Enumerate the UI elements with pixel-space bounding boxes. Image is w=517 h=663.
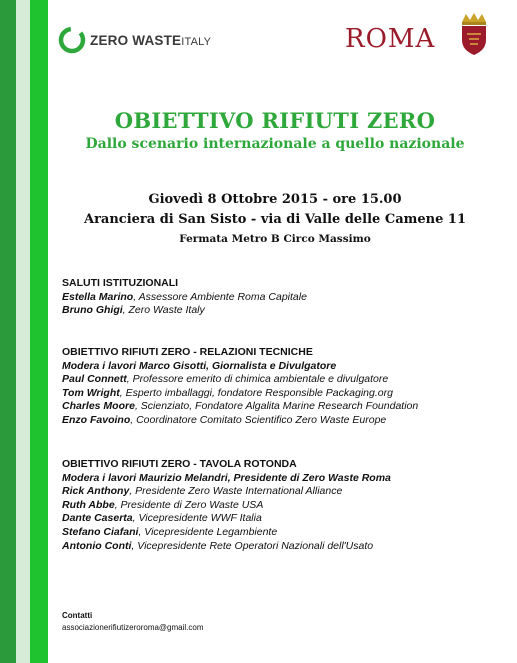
speaker-line: Tom Wright, Esperto imballaggi, fondatore Responsible Packaging.org xyxy=(62,386,393,399)
section-title: SALUTI ISTITUZIONALI xyxy=(62,277,179,289)
speaker-line: Stefano Ciafani, Vicepresidente Legambiente xyxy=(62,525,278,538)
section-title: OBIETTIVO RIFIUTI ZERO - RELAZIONI TECNICHE xyxy=(62,346,313,358)
left-stripe-light xyxy=(16,0,30,663)
page-title: OBIETTIVO RIFIUTI ZERO xyxy=(114,108,436,133)
section-tavola-rotonda xyxy=(62,458,502,553)
left-stripe-green xyxy=(30,0,48,663)
page-subtitle: Dallo scenario internazionale a quello nazionale xyxy=(85,136,465,152)
speaker-line: Rick Anthony, Presidente Zero Waste International Alliance xyxy=(62,485,343,498)
event-date-time: Giovedì 8 Ottobre 2015 - ore 15.00 xyxy=(148,192,402,207)
speaker-line: Charles Moore, Scienziato, Fondatore Algalita Marine Research Foundation xyxy=(62,400,419,413)
moderator-line: Modera i lavori Maurizio Melandri, Presidente di Zero Waste Roma xyxy=(62,471,391,484)
section-title: OBIETTIVO RIFIUTI ZERO - TAVOLA ROTONDA xyxy=(62,458,297,470)
moderator-line: Modera i lavori Marco Gisotti, Giornalista e Divulgatore xyxy=(62,359,337,372)
speaker-line: Estella Marino, Assessore Ambiente Roma Capitale xyxy=(62,290,307,303)
contact-email: associazionerifiutizeroroma@gmail.com xyxy=(62,623,204,632)
speaker-line: Ruth Abbe, Presidente di Zero Waste USA xyxy=(62,498,264,511)
event-metro-stop: Fermata Metro B Circo Massimo xyxy=(179,233,371,245)
section-relazioni-tecniche xyxy=(62,346,502,428)
speaker-line: Paul Connett, Professore emerito di chimica ambientale e divulgatore xyxy=(62,373,389,386)
roma-logo-text: ROMA xyxy=(345,24,436,54)
speaker-line: Dante Caserta, Vicepresidente WWF Italia xyxy=(62,512,262,525)
left-stripe-dark xyxy=(0,0,16,663)
roma-crest-icon xyxy=(458,12,490,56)
event-venue: Aranciera di San Sisto - via di Valle delle Camene 11 xyxy=(83,212,466,227)
zero-waste-wordmark: ZERO WASTEITALY xyxy=(90,32,212,48)
speaker-line: Antonio Conti, Vicepresidente Rete Operatori Nazionali dell'Usato xyxy=(62,539,374,552)
contacts-label: Contatti xyxy=(62,611,93,620)
speaker-line: Enzo Favoino, Coordinatore Comitato Scientifico Zero Waste Europe xyxy=(62,413,387,426)
zero-waste-italy-logo xyxy=(58,20,211,60)
zero-waste-ring-icon xyxy=(58,26,86,54)
speaker-line: Bruno Ghigi, Zero Waste Italy xyxy=(62,304,205,317)
section-saluti xyxy=(62,277,502,318)
contacts-block xyxy=(62,610,204,634)
